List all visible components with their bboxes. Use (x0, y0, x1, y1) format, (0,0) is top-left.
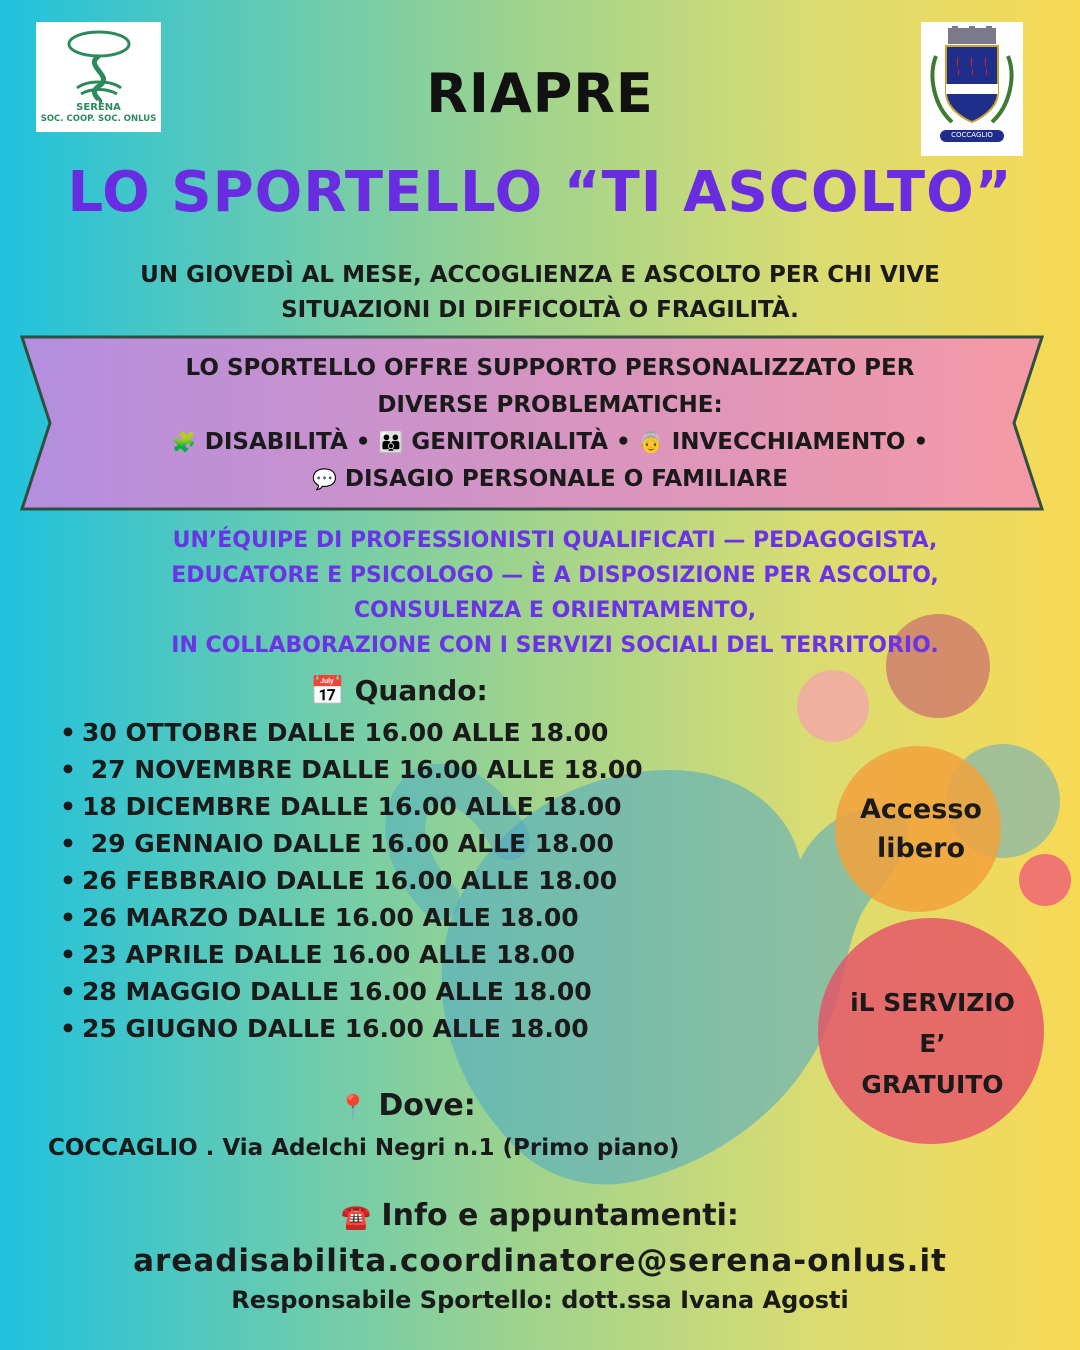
quando-heading (310, 674, 488, 707)
calendar-icon: 📅 (310, 674, 345, 707)
banner-item: INVECCHIAMENTO • (671, 429, 929, 455)
list-item (60, 973, 643, 1010)
banner-items (70, 424, 1030, 461)
equipe-line: EDUCATORE E PSICOLOGO — È A DISPOSIZIONE PER ASCOLTO, (171, 563, 939, 588)
list-item (60, 1010, 643, 1047)
list-item (60, 862, 643, 899)
dove-label: Dove: (378, 1088, 476, 1123)
equipe-text (60, 523, 1050, 663)
servizio-gratuito-badge (830, 982, 1035, 1105)
list-item (60, 751, 643, 788)
responsabile-text: Responsabile Sportello: dott.ssa Ivana Agosti (231, 1286, 849, 1314)
info-label: Info e appuntamenti: (381, 1198, 739, 1233)
banner-item: DISAGIO PERSONALE O FAMILIARE (344, 466, 789, 492)
date-text: 25 GIUGNO DALLE 16.00 ALLE 18.00 (82, 1014, 589, 1043)
banner-item: DISABILITÀ • (204, 429, 371, 455)
date-text: 23 APRILE DALLE 16.00 ALLE 18.00 (82, 940, 576, 969)
accesso-libero-badge (836, 790, 1006, 868)
date-text: 18 DICEMBRE DALLE 16.00 ALLE 18.00 (82, 792, 622, 821)
date-text: 27 NOVEMBRE DALLE 16.00 ALLE 18.00 (82, 755, 643, 784)
badge-line: iL SERVIZIO (850, 988, 1015, 1017)
badge-line: E’ (919, 1029, 946, 1058)
phone-icon: ☎️ (341, 1203, 371, 1231)
bullet-icon: • (60, 755, 76, 784)
email-link[interactable]: areadisabilita.coordinatore@serena-onlus.it (133, 1243, 947, 1279)
date-text: 26 FEBBRAIO DALLE 16.00 ALLE 18.00 (82, 866, 618, 895)
bullet-icon: • (60, 903, 76, 932)
equipe-line: UN’ÉQUIPE DI PROFESSIONISTI QUALIFICATI — PEDAGOGISTA, (172, 528, 938, 553)
intro-text (60, 258, 1020, 328)
date-text: 29 GENNAIO DALLE 16.00 ALLE 18.00 (82, 829, 614, 858)
bullet-icon: • (60, 829, 76, 858)
date-text: 26 MARZO DALLE 16.00 ALLE 18.00 (82, 903, 579, 932)
banner-line: LO SPORTELLO OFFRE SUPPORTO PERSONALIZZATO PER (185, 355, 915, 381)
intro-line: UN GIOVEDÌ AL MESE, ACCOGLIENZA E ASCOLTO PER CHI VIVE (140, 262, 940, 288)
bullet-icon: • (60, 866, 76, 895)
banner-item: GENITORIALITÀ • (411, 429, 631, 455)
list-item (60, 936, 643, 973)
list-item (60, 714, 643, 751)
info-heading (0, 1198, 1080, 1233)
banner-items (70, 461, 1030, 498)
logo-left-line2: SOC. COOP. SOC. ONLUS (40, 114, 157, 124)
badge-line: GRATUITO (861, 1070, 1004, 1099)
bullet-icon: • (60, 792, 76, 821)
bullet-icon: • (60, 1014, 76, 1043)
speech-bubble-icon: 💬 (311, 467, 337, 491)
list-item (60, 899, 643, 936)
puzzle-icon: 🧩 (171, 430, 197, 454)
decor-circle (1019, 854, 1071, 906)
list-item (60, 825, 643, 862)
banner-text (70, 350, 1030, 498)
equipe-line: CONSULENZA E ORIENTAMENTO, (353, 598, 757, 623)
banner-line: DIVERSE PROBLEMATICHE: (377, 392, 723, 418)
dove-heading (338, 1088, 476, 1123)
riapre-heading: RIAPRE (426, 62, 654, 125)
date-text: 30 OTTOBRE DALLE 16.00 ALLE 18.00 (82, 718, 609, 747)
quando-label: Quando: (354, 674, 488, 707)
intro-line: SITUAZIONI DI DIFFICOLTÀ O FRAGILITÀ. (281, 297, 799, 323)
family-icon: 👪 (378, 430, 404, 454)
badge-line: Accesso (860, 794, 982, 825)
date-text: 28 MAGGIO DALLE 16.00 ALLE 18.00 (82, 977, 592, 1006)
bullet-icon: • (60, 977, 76, 1006)
bullet-icon: • (60, 940, 76, 969)
equipe-line: IN COLLABORAZIONE CON I SERVIZI SOCIALI DEL TERRITORIO. (171, 633, 939, 658)
bullet-icon: • (60, 718, 76, 747)
page-title: LO SPORTELLO “TI ASCOLTO” (67, 160, 1013, 225)
pin-icon: 📍 (338, 1093, 368, 1121)
decor-circle (797, 670, 869, 742)
logo-right-label: COCCAGLIO (951, 131, 993, 139)
address-text: COCCAGLIO . Via Adelchi Negri n.1 (Primo piano) (48, 1135, 680, 1161)
dates-list (60, 714, 643, 1047)
logo-left-line1: SERENA (76, 102, 121, 113)
elderly-icon: 👵 (638, 430, 664, 454)
list-item (60, 788, 643, 825)
badge-line: libero (876, 833, 965, 864)
